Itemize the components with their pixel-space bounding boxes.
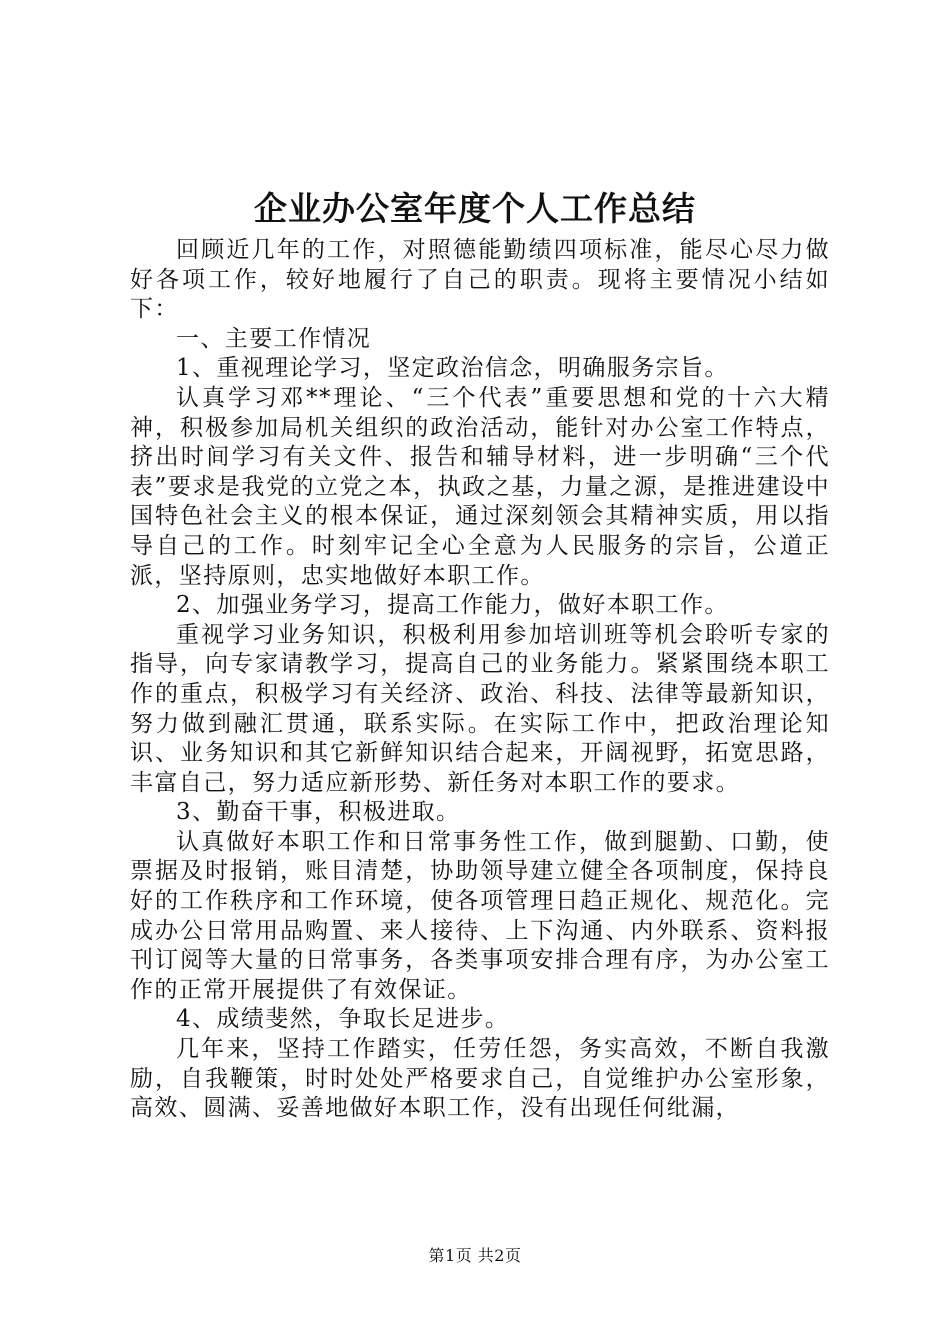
section-heading-main-work: 一、主要工作情况 — [176, 325, 372, 352]
subheading-theory-study: 1、重视理论学习，坚定政治信念，明确服务宗旨。 — [176, 355, 729, 382]
paragraph-theory-study: 认真学习邓**理论、“三个代表”重要思想和党的十六大精神，积极参加局机关组织的政治活动，能针对办公室工作特点，挤出时间学习有关文件、报告和辅导材料，进一步明确“三个代表”要求是我党的立党之本，执政之基，力量之源，是推进建设中国特色社会主义的根本保证，通过深刻领会其精神实质，用以指导自己的工作。时刻牢记全心全意为人民服务的宗旨，公道正派，坚持原则，忠实地做好本职工作。 — [130, 384, 830, 589]
paragraph-achievements: 几年来，坚持工作踏实，任劳任怨，务实高效，不断自我激励，自我鞭策，时时处处严格要求自己，自觉维护办公室形象，高效、圆满、妥善地做好本职工作，没有出现任何纰漏， — [130, 1036, 830, 1122]
document-body — [130, 236, 830, 1124]
paragraph-intro: 回顾近几年的工作，对照德能勤绩四项标准，能尽心尽力做好各项工作，较好地履行了自己的职责。现将主要情况小结如下： — [130, 237, 830, 323]
subheading-business-study: 2、加强业务学习，提高工作能力，做好本职工作。 — [176, 592, 729, 619]
subheading-achievements: 4、成绩斐然，争取长足进步。 — [176, 1006, 510, 1033]
page-footer: 第1页 共2页 — [428, 1246, 522, 1265]
document-title: 企业办公室年度个人工作总结 — [254, 189, 696, 228]
paragraph-business-study: 重视学习业务知识，积极利用参加培训班等机会聆听专家的指导，向专家请教学习，提高自己的业务能力。紧紧围绕本职工作的重点，积极学习有关经济、政治、科技、法律等最新知识，努力做到融汇贯通，联系实际。在实际工作中，把政治理论知识、业务知识和其它新鲜知识结合起来，开阔视野，拓宽思路，丰富自己，努力适应新形势、新任务对本职工作的要求。 — [130, 621, 830, 796]
subheading-diligence: 3、勤奋干事，积极进取。 — [176, 799, 461, 826]
paragraph-diligence: 认真做好本职工作和日常事务性工作，做到腿勤、口勤，使票据及时报销，账目清楚，协助领导建立健全各项制度，保持良好的工作秩序和工作环境，使各项管理日趋正规化、规范化。完成办公日常用品购置、来人接待、上下沟通、内外联系、资料报刊订阅等大量的日常事务，各类事项安排合理有序，为办公室工作的正常开展提供了有效保证。 — [130, 828, 830, 1003]
